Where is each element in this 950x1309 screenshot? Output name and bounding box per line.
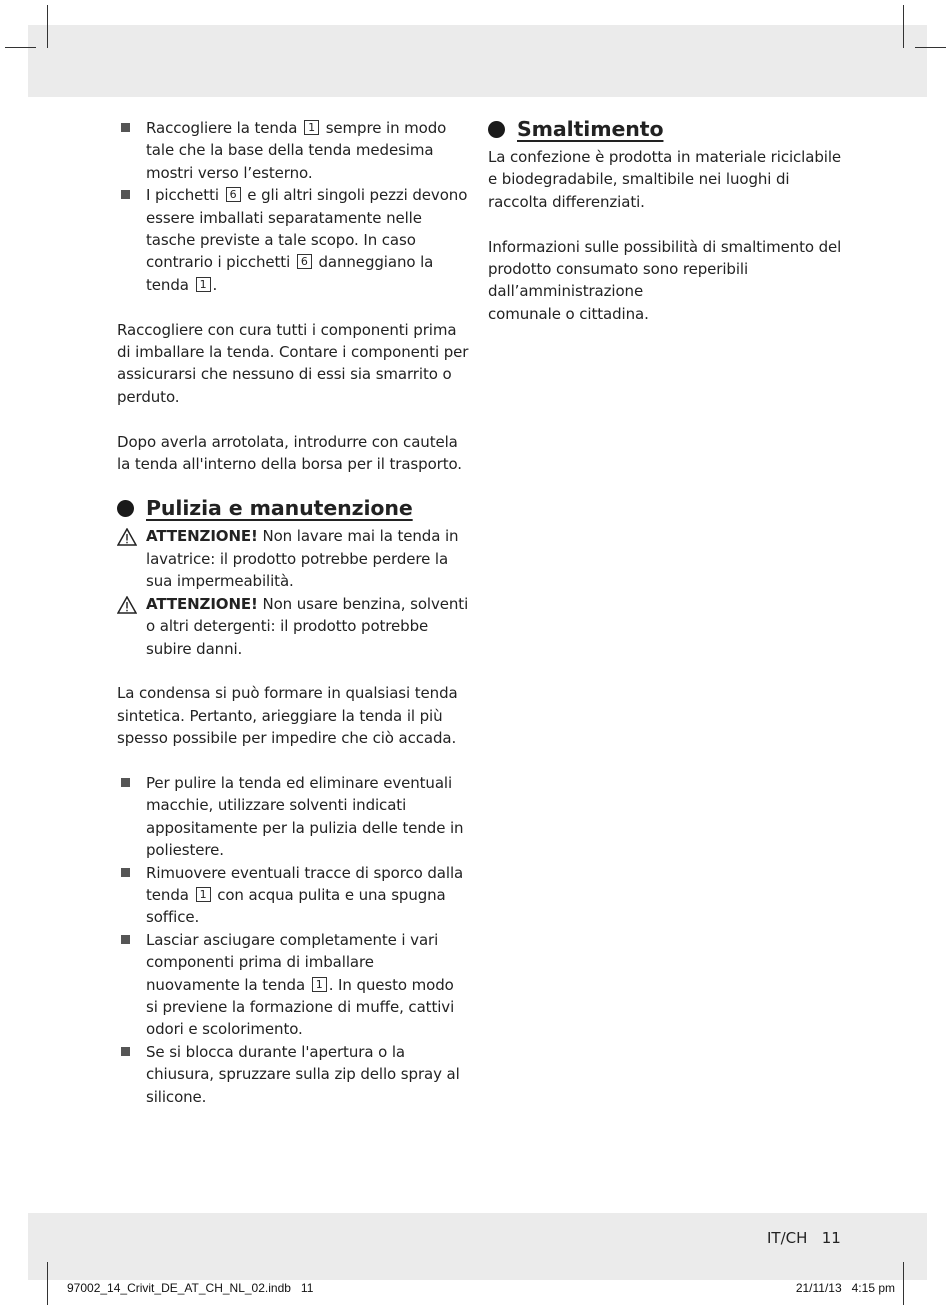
- list-item: Se si blocca durante l'apertura o la chiusura, spruzzare sulla zip dello spray al silicone.: [117, 1041, 469, 1108]
- reference-number: 6: [297, 254, 312, 269]
- right-column: [488, 115, 848, 325]
- crop-mark: [47, 1262, 48, 1305]
- bullet-dot-icon: [488, 121, 505, 138]
- reference-number: 1: [196, 277, 211, 292]
- footer-file-info: 97002_14_Crivit_DE_AT_CH_NL_02.indb 11: [67, 1281, 314, 1295]
- warning-item: ATTENZIONE! Non usare benzina, solventi o altri detergenti: il prodotto potrebbe subire danni.: [117, 593, 469, 660]
- square-bullet-icon: [121, 1047, 130, 1056]
- list-item: I picchetti 6 e gli altri singoli pezzi devono essere imballati separatamente nelle tasche previste a tale scopo. In caso contrario i picchetti 6 danneggiano la tenda 1 .: [117, 184, 469, 296]
- cleaning-list: [117, 772, 469, 1108]
- paragraph: Dopo averla arrotolata, introdurre con cautela la tenda all'interno della borsa per il trasporto.: [117, 432, 462, 474]
- square-bullet-icon: [121, 935, 130, 944]
- bullet-dot-icon: [117, 500, 134, 517]
- reference-number: 1: [312, 977, 327, 992]
- square-bullet-icon: [121, 868, 130, 877]
- left-column: [117, 117, 469, 1108]
- page-number: IT/CH 11: [767, 1229, 841, 1247]
- warning-icon: [117, 596, 137, 614]
- paragraph: Informazioni sulle possibilità di smaltimento del prodotto consumato sono reperibili dall’amministrazione comunale o cittadina.: [488, 237, 842, 323]
- crop-mark: [915, 47, 946, 48]
- square-bullet-icon: [121, 190, 130, 199]
- reference-number: 1: [304, 120, 319, 135]
- warning-label: ATTENZIONE!: [146, 594, 258, 613]
- paragraph: Raccogliere con cura tutti i componenti prima di imballare la tenda. Contare i componenti per assicurarsi che nessuno di essi sia smarrito o perduto.: [117, 320, 469, 406]
- reference-number: 1: [196, 887, 211, 902]
- crop-mark: [903, 1262, 904, 1305]
- header-band: [28, 25, 927, 97]
- paragraph: La condensa si può formare in qualsiasi tenda sintetica. Pertanto, arieggiare la tenda il più spesso possibile per impedire che ciò accada.: [117, 684, 458, 748]
- crop-mark: [47, 5, 48, 48]
- section-heading: Smaltimento: [488, 115, 848, 143]
- list-item: Rimuovere eventuali tracce di sporco dalla tenda 1 con acqua pulita e una spugna soffice.: [117, 862, 469, 929]
- section-heading: Pulizia e manutenzione: [117, 494, 469, 522]
- packing-list: [117, 117, 469, 296]
- warning-label: ATTENZIONE!: [146, 527, 258, 546]
- square-bullet-icon: [121, 123, 130, 132]
- square-bullet-icon: [121, 778, 130, 787]
- warning-icon: [117, 528, 137, 546]
- footer-timestamp: 21/11/13 4:15 pm: [795, 1281, 895, 1295]
- list-item: Lasciar asciugare completamente i vari componenti prima di imballare nuovamente la tenda 1 . In questo modo si previene la formazione di muffe, cattivi odori e scolorimento.: [117, 929, 469, 1041]
- paragraph: La confezione è prodotta in materiale riciclabile e biodegradabile, smaltibile nei luoghi di raccolta differenziati.: [488, 148, 842, 211]
- list-item: Raccogliere la tenda 1 sempre in modo tale che la base della tenda medesima mostri verso l’esterno.: [117, 117, 469, 184]
- warning-item: ATTENZIONE! Non lavare mai la tenda in lavatrice: il prodotto potrebbe perdere la sua impermeabilità.: [117, 525, 469, 592]
- crop-mark: [903, 5, 904, 48]
- list-item: Per pulire la tenda ed eliminare eventuali macchie, utilizzare solventi indicati appositamente per la pulizia delle tende in poliestere.: [117, 772, 469, 862]
- reference-number: 6: [226, 187, 241, 202]
- crop-mark: [5, 47, 36, 48]
